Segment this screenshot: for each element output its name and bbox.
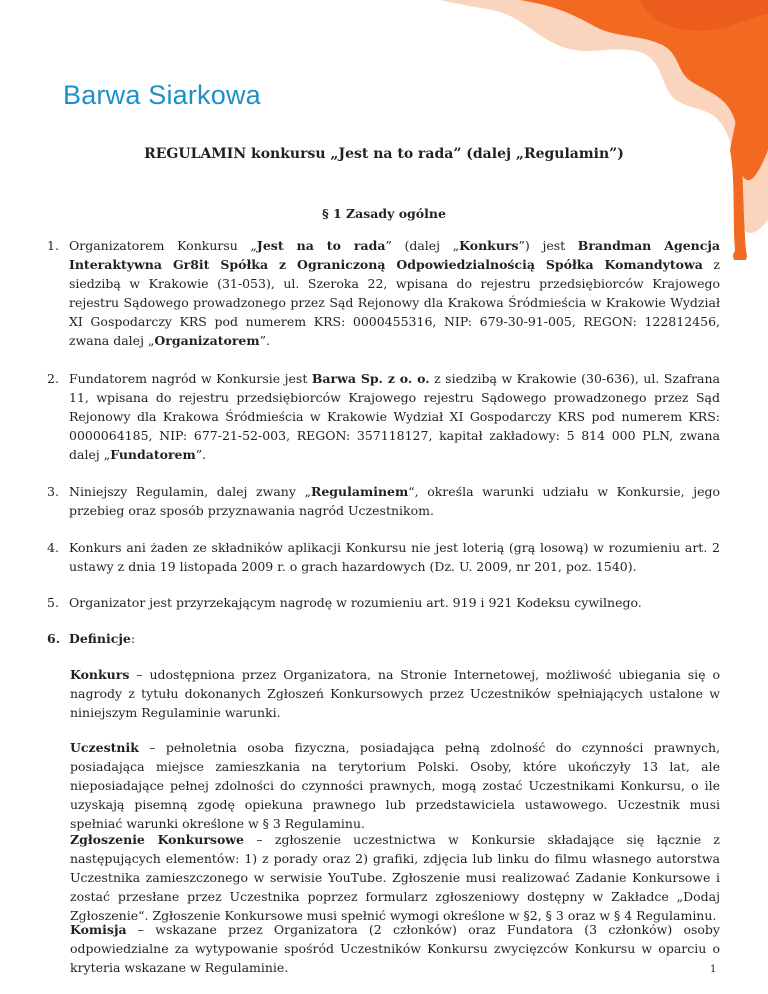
list-item: [47, 629, 720, 648]
list-item: [47, 369, 720, 464]
definition-uczestnik: Uczestnik – pełnoletnia osoba fizyczna, posiadająca pełną zdolność do czynności prawnych, posiadająca miejsce zamieszkania na terytorium Polski. Osoby, które ukończyły 13 lat, ale nieposiadające pełnej zdolności do czynności prawnych, mogą zostać Uczestnikami Konkursu, o ile uzyskają pisemną zgodę opiekuna prawnego lub przedstawiciela ustawowego. Uczestnik musi spełniać warunki określone w § 3 Regulaminu.: [70, 740, 720, 831]
item-number: 1.: [47, 238, 59, 253]
definition-term: Konkurs: [70, 667, 130, 682]
definition-konkurs: Konkurs – udostępniona przez Organizatora, na Stronie Internetowej, możliwość ubiegania się o nagrody z tytułu dokonanych Zgłoszeń Konkursowych przez Uczestników spełniających ustalone w niniejszym Regulaminie warunki.: [70, 667, 720, 720]
list-item: [47, 593, 720, 612]
item-number: 2.: [47, 371, 59, 386]
item-number: 5.: [47, 595, 59, 610]
list-item: [47, 538, 720, 576]
item-text: Niniejszy Regulamin, dalej zwany „Regulaminem“, określa warunki udziału w Konkursie, jego przebieg oraz sposób przyznawania nagród Uczestnikom.: [69, 484, 720, 518]
definition-term: Komisja: [70, 922, 127, 937]
definition-term: Uczestnik: [70, 740, 139, 755]
section-heading: § 1 Zasady ogólne: [322, 206, 446, 221]
item-number: 3.: [47, 484, 59, 499]
list-item: [47, 482, 720, 520]
item-text: Organizator jest przyrzekającym nagrodę w rozumieniu art. 919 i 921 Kodeksu cywilnego.: [69, 595, 642, 610]
item-number: 4.: [47, 540, 59, 555]
item-text: Definicje:: [69, 631, 136, 646]
definition-term: Zgłoszenie Konkursowe: [70, 832, 245, 847]
paint-splash-graphic: [0, 0, 768, 260]
item-text: Konkurs ani żaden ze składników aplikacji Konkursu nie jest loterią (grą losową) w rozumieniu art. 2 ustawy z dnia 19 listopada 2009 r. o grach hazardowych (Dz. U. 2009, nr 201, poz. 1540).: [69, 540, 720, 574]
item-number: 6.: [47, 631, 61, 646]
item-text: Fundatorem nagród w Konkursie jest Barwa Sp. z o. o. z siedzibą w Krakowie (30-636), ul. Szafrana 11, wpisana do rejestru przedsiębiorców Krajowego rejestru Sądowego prowadzonego przez Sąd Rejonowy dla Krakowa Śródmieścia w Krakowie Wydział XI Gospodarczy KRS pod numerem KRS: 0000064185, NIP: 677-21-52-003, REGON: 357118127, kapitał zakładowy: 5 814 000 PLN, zwana dalej „Fundatorem”.: [69, 371, 720, 462]
definition-komisja: Komisja – wskazane przez Organizatora (2 członków) oraz Fundatora (3 członków) osoby odpowiedzialne za wytypowanie spośród Uczestników Konkursu zwycięzców Konkursu w oparciu o kryteria wskazane w Regulaminie.: [70, 922, 720, 975]
list-item: [47, 236, 720, 350]
document-title: REGULAMIN konkursu „Jest na to rada” (dalej „Regulamin”): [144, 146, 624, 162]
item-text: Organizatorem Konkursu „Jest na to rada” (dalej „Konkurs”) jest Brandman Agencja Interaktywna Gr8it Spółka z Ograniczoną Odpowiedzialnością Spółka Komandytowa z siedzibą w Krakowie (31-053), ul. Szeroka 22, wpisana do rejestru przedsiębiorców Krajowego rejestru Sądowego prowadzonego przez Sąd Rejonowy dla Krakowa Śródmieścia w Krakowie Wydział XI Gospodarczy KRS pod numerem KRS: 0000455316, NIP: 679-30-91-005, REGON: 122812456, zwana dalej „Organizatorem”.: [69, 238, 720, 348]
definition-zgloszenie: Zgłoszenie Konkursowe – zgłoszenie uczestnictwa w Konkursie składające się łącznie z następujących elementów: 1) z porady oraz 2) grafiki, zdjęcia lub linku do filmu własnego autorstwa Uczestnika zamieszczonego w serwisie YouTube. Zgłoszenie musi realizować Zadanie Konkursowe i zostać przesłane przez Uczestnika poprzez formularz zgłoszeniowy dostępny w Zakładce „Dodaj Zgłoszenie“. Zgłoszenie Konkursowe musi spełnić wymogi określone w §2, § 3 oraz w § 4 Regulaminu.: [70, 832, 720, 923]
page-number: 1: [710, 964, 717, 975]
brand-logo: Barwa Siarkowa: [63, 80, 261, 110]
